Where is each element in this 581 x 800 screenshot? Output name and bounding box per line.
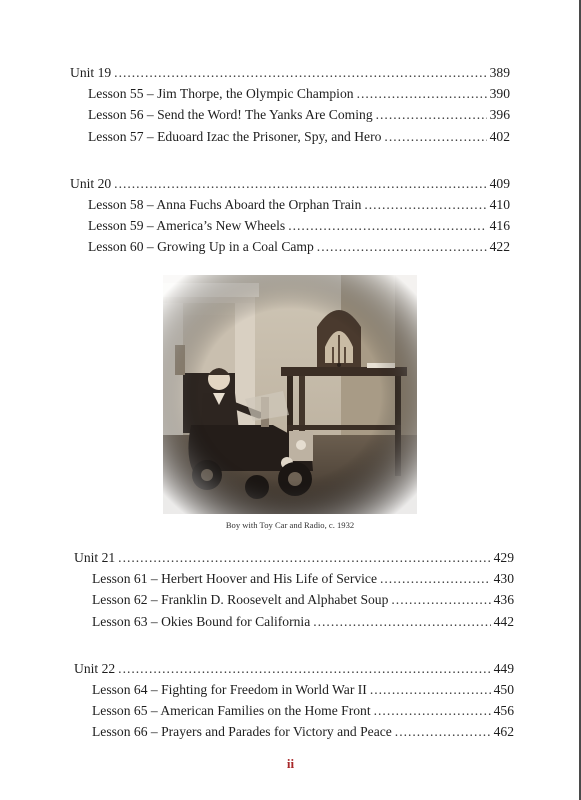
dot-leader (395, 721, 491, 742)
toc-lesson-row[interactable] (74, 700, 514, 721)
page-number: 422 (489, 239, 510, 255)
dot-leader (376, 104, 487, 125)
dot-leader (384, 126, 486, 147)
lesson-title: Lesson 57 – Eduoard Izac the Prisoner, Spy, and Hero (88, 128, 382, 144)
page-number: 390 (489, 86, 510, 102)
toc-lesson-row[interactable] (70, 126, 510, 147)
toc-lesson-row[interactable] (70, 104, 510, 125)
page-number: 436 (493, 592, 514, 608)
toc-unit-row[interactable] (74, 547, 514, 568)
lesson-title: Lesson 64 – Fighting for Freedom in World War II (92, 681, 367, 697)
dot-leader (380, 568, 491, 589)
page-number: 462 (493, 724, 514, 740)
toc-lower (74, 547, 514, 743)
toc-unit-row[interactable] (70, 62, 510, 83)
dot-leader (114, 62, 486, 83)
lesson-title: Lesson 62 – Franklin D. Roosevelt and Alphabet Soup (92, 592, 389, 608)
unit-label: Unit 21 (74, 550, 116, 565)
toc-lesson-row[interactable] (70, 83, 510, 104)
toc-lesson-row[interactable] (74, 721, 514, 742)
section-spacer (74, 632, 514, 658)
page-number: 442 (493, 613, 514, 629)
dot-leader (317, 236, 487, 257)
page-number: 402 (489, 128, 510, 144)
lesson-title: Lesson 66 – Prayers and Parades for Victory and Peace (92, 724, 392, 740)
page-number: 410 (489, 196, 510, 212)
page-number: 429 (493, 550, 514, 565)
dot-leader (313, 611, 490, 632)
toc-lesson-row[interactable] (74, 611, 514, 632)
dot-leader (370, 679, 491, 700)
page-number: 450 (493, 681, 514, 697)
toc-unit-row[interactable] (70, 173, 510, 194)
toc-lesson-row[interactable] (70, 194, 510, 215)
toc-lesson-row[interactable] (74, 589, 514, 610)
dot-leader (357, 83, 487, 104)
dot-leader (288, 215, 486, 236)
lesson-title: Lesson 61 – Herbert Hoover and His Life of Service (92, 571, 378, 587)
unit-label: Unit 22 (74, 660, 116, 676)
lesson-title: Lesson 56 – Send the Word! The Yanks Are Coming (88, 107, 373, 123)
dot-leader (114, 173, 486, 194)
lesson-title: Lesson 55 – Jim Thorpe, the Olympic Champion (88, 86, 354, 102)
toc-lesson-row[interactable] (70, 215, 510, 236)
dot-leader (374, 700, 491, 721)
dot-leader (118, 658, 490, 679)
historical-photo (163, 275, 417, 514)
lesson-title: Lesson 63 – Okies Bound for California (92, 613, 311, 629)
dot-leader (391, 589, 490, 610)
lesson-title: Lesson 65 – American Families on the Home Front (92, 703, 371, 719)
page-number: 430 (493, 571, 514, 587)
unit-label: Unit 20 (70, 175, 112, 191)
page-number: 456 (493, 703, 514, 719)
page-number: 449 (493, 660, 514, 676)
lesson-title: Lesson 60 – Growing Up in a Coal Camp (88, 239, 314, 255)
toc-lesson-row[interactable] (74, 679, 514, 700)
toc-unit-row[interactable] (74, 658, 514, 679)
toc-upper (70, 62, 510, 258)
lesson-title: Lesson 59 – America’s New Wheels (88, 218, 286, 234)
photo-caption: Boy with Toy Car and Radio, c. 1932 (225, 520, 355, 530)
page-number: 409 (489, 175, 510, 191)
dot-leader (118, 547, 490, 568)
dot-leader (364, 194, 486, 215)
page-number: 396 (489, 107, 510, 123)
page-folio: ii (286, 756, 295, 771)
unit-label: Unit 19 (70, 65, 112, 80)
section-spacer (70, 147, 510, 173)
photo-illustration (163, 275, 417, 514)
page-number: 389 (489, 65, 510, 80)
lesson-title: Lesson 58 – Anna Fuchs Aboard the Orphan Train (88, 196, 362, 212)
toc-lesson-row[interactable] (74, 568, 514, 589)
toc-lesson-row[interactable] (70, 236, 510, 257)
page-number: 416 (489, 218, 510, 234)
